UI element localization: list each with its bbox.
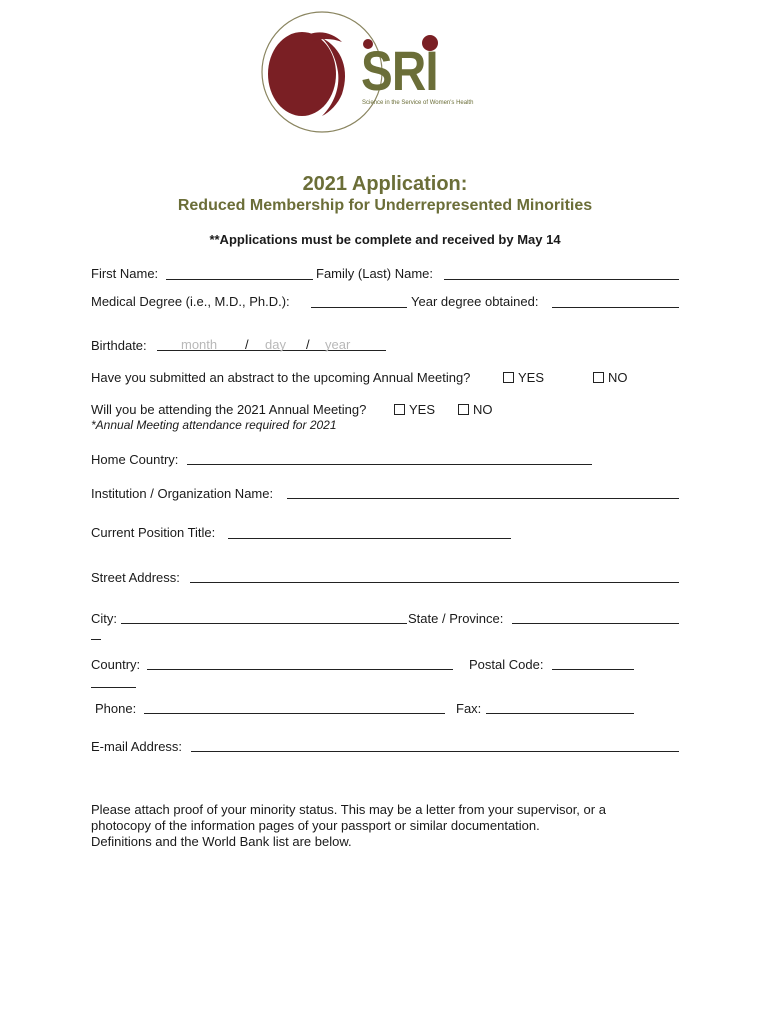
first-name-label: First Name:: [91, 266, 159, 281]
birth-separator-2: /: [306, 337, 310, 352]
country-label: Country:: [91, 657, 141, 672]
degree-field[interactable]: [311, 307, 407, 308]
attending-question: Will you be attending the 2021 Annual Meeting?: [91, 402, 367, 417]
sri-logo: [250, 8, 490, 138]
state-label: State / Province:: [408, 611, 504, 626]
state-field-overflow: [91, 639, 101, 640]
page-subtitle: Reduced Membership for Underrepresented Minorities: [177, 197, 593, 214]
year-degree-field[interactable]: [552, 307, 679, 308]
institution-label: Institution / Organization Name:: [91, 486, 274, 501]
abstract-question: Have you submitted an abstract to the upcoming Annual Meeting?: [91, 370, 471, 385]
year-degree-label: Year degree obtained:: [411, 294, 539, 309]
attending-no-option[interactable]: [458, 402, 493, 417]
country-field[interactable]: [147, 669, 453, 670]
attending-yes-option[interactable]: [394, 402, 435, 417]
home-country-label: Home Country:: [91, 452, 179, 467]
instructions-line-3: Definitions and the World Bank list are below.: [91, 834, 352, 849]
family-name-label: Family (Last) Name:: [316, 266, 434, 281]
fax-label: Fax:: [456, 701, 482, 716]
abstract-yes-checkbox[interactable]: [503, 372, 514, 383]
birth-day-placeholder: day: [265, 337, 286, 352]
phone-label: Phone:: [95, 701, 137, 716]
city-field[interactable]: [121, 623, 407, 624]
attendance-note: *Annual Meeting attendance required for 2021: [91, 418, 337, 432]
abstract-yes-option[interactable]: [503, 370, 544, 385]
deadline-notice: **Applications must be complete and received by May 14: [209, 232, 561, 247]
attending-no-label: NO: [473, 402, 493, 417]
attending-yes-checkbox[interactable]: [394, 404, 405, 415]
fax-field[interactable]: [486, 713, 634, 714]
birth-year-placeholder: year: [325, 337, 351, 352]
position-label: Current Position Title:: [91, 525, 216, 540]
abstract-no-checkbox[interactable]: [593, 372, 604, 383]
postal-code-field[interactable]: [552, 669, 634, 670]
abstract-no-option[interactable]: [593, 370, 628, 385]
instructions-line-1: Please attach proof of your minority status. This may be a letter from your supervisor, or a: [91, 802, 606, 817]
postal-code-overflow: [91, 687, 136, 688]
first-name-field[interactable]: [166, 279, 313, 280]
page-title: 2021 Application:: [302, 173, 468, 195]
state-field[interactable]: [512, 623, 679, 624]
logo-text: SRI: [361, 39, 438, 102]
family-name-field[interactable]: [444, 279, 679, 280]
abstract-no-label: NO: [608, 370, 628, 385]
postal-code-label: Postal Code:: [469, 657, 544, 672]
instructions-line-2: photocopy of the information pages of your passport or similar documentation.: [91, 818, 540, 833]
birthdate-label: Birthdate:: [91, 338, 147, 353]
institution-field[interactable]: [287, 498, 679, 499]
home-country-field[interactable]: [187, 464, 592, 465]
abstract-yes-label: YES: [518, 370, 545, 385]
email-field[interactable]: [191, 751, 679, 752]
minority-proof-instructions: [91, 802, 606, 850]
street-label: Street Address:: [91, 570, 180, 585]
birth-month-placeholder: month: [181, 337, 218, 352]
phone-field[interactable]: [144, 713, 445, 714]
email-label: E-mail Address:: [91, 739, 183, 754]
attending-no-checkbox[interactable]: [458, 404, 469, 415]
city-label: City:: [91, 611, 117, 626]
street-field[interactable]: [190, 582, 679, 583]
position-field[interactable]: [228, 538, 511, 539]
birth-separator-1: /: [245, 337, 249, 352]
attending-yes-label: YES: [409, 402, 436, 417]
logo-tagline: Science in the Service of Women's Health: [362, 100, 474, 106]
degree-label: Medical Degree (i.e., M.D., Ph.D.):: [91, 294, 290, 309]
